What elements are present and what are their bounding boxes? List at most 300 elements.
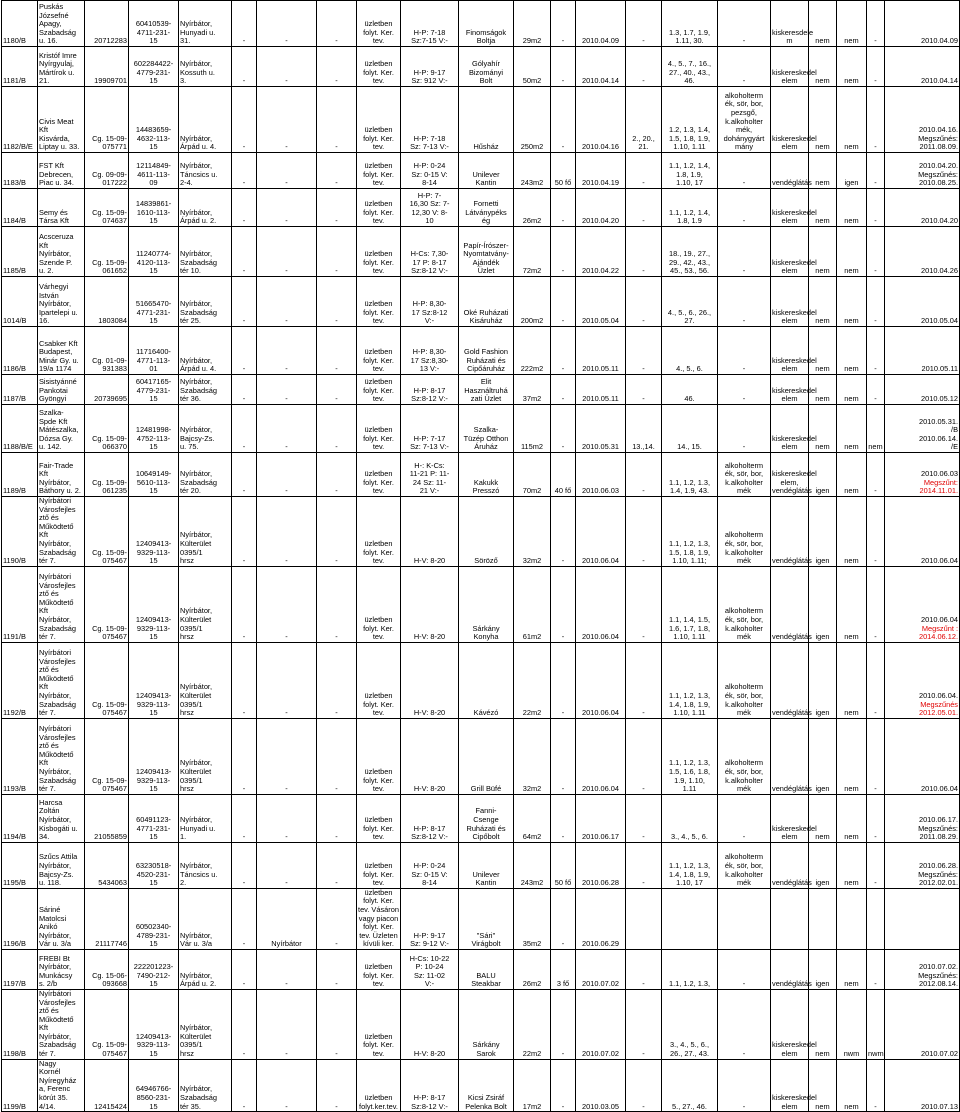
gaming: nem xyxy=(844,979,859,989)
activity-type-cell xyxy=(357,842,401,888)
floor-area-cell xyxy=(514,47,551,87)
col-8-cell xyxy=(317,989,357,1059)
col-21-cell xyxy=(867,405,885,453)
alcohol: igen xyxy=(815,878,830,888)
shop-name-cell xyxy=(459,327,514,375)
gaming: nem xyxy=(844,316,859,326)
trade-form-cell xyxy=(771,497,812,567)
activity-type-cell xyxy=(357,718,401,794)
table-row xyxy=(2,497,960,567)
seats: - xyxy=(561,1049,565,1059)
record-id-cell xyxy=(2,1059,38,1112)
alcohol: nem xyxy=(815,394,830,404)
operator-name: Nyírbátori Városfejles ztő és Működtető Kft Nyírbátor, Szabadság tér 7. xyxy=(39,988,76,1059)
operator-name: Nyírbátori Városfejles ztő és Működtető Kft Nyírbátor, Szabadság tér 7. xyxy=(39,572,76,642)
operator-name-cell xyxy=(38,1059,85,1112)
col-15: - xyxy=(642,364,645,374)
product-codes-cell xyxy=(662,327,718,375)
col-8: - xyxy=(335,1101,338,1111)
table-row xyxy=(2,153,960,189)
special-products: - xyxy=(742,1101,746,1111)
activity-type-cell xyxy=(357,1,401,47)
col-6-cell xyxy=(232,497,257,567)
shop-address: Nyírbátor, Külterület 0395/1 hrsz xyxy=(180,682,213,718)
trade-form: kiskereskedel elem xyxy=(772,207,817,226)
registration-date-cell xyxy=(576,497,626,567)
market-location-cell xyxy=(257,794,317,842)
shop-address: Nyírbátor, Táncsics u. 2-4. xyxy=(180,161,218,188)
opening-hours-cell xyxy=(401,1,459,47)
activity-type: üzletben folyt. Ker. tev. xyxy=(363,766,394,794)
seats-cell xyxy=(551,642,576,718)
alcohol: igen xyxy=(815,486,830,496)
statistical-code: 60410539- 4711-231- 15 xyxy=(135,19,172,46)
registration-date: 2010.06.04 xyxy=(582,784,619,794)
shop-address-cell xyxy=(179,497,232,567)
special-products: - xyxy=(742,979,746,989)
status-date: 2010.04.09 xyxy=(921,36,958,46)
record-id: 1197/B xyxy=(3,979,26,989)
opening-hours: H-V: 8-20 xyxy=(413,1049,446,1059)
col-8: - xyxy=(335,486,338,496)
statistical-code-cell xyxy=(129,1,179,47)
statistical-code: 60502340- 4789-231- 15 xyxy=(135,922,172,949)
col-15: - xyxy=(642,979,645,989)
registration-date: 2010.05.11 xyxy=(582,394,619,404)
statistical-code-cell xyxy=(129,189,179,227)
special-products: - xyxy=(742,316,746,326)
registration-date-cell xyxy=(576,718,626,794)
special-products-cell xyxy=(718,842,771,888)
col-8: - xyxy=(335,556,338,566)
status-date: 2010.04.14 xyxy=(921,76,958,86)
floor-area-cell xyxy=(514,453,551,497)
col-21-cell xyxy=(867,794,885,842)
seats-cell xyxy=(551,327,576,375)
floor-area-cell xyxy=(514,375,551,405)
col-8-cell xyxy=(317,842,357,888)
product-codes-cell xyxy=(662,227,718,277)
gaming: nem xyxy=(844,76,859,86)
registration-number-cell xyxy=(85,794,129,842)
seats: - xyxy=(561,632,565,642)
record-id: 1191/B xyxy=(3,632,26,642)
special-products: alkoholterm ék, sör, bor, k.alkoholter mék xyxy=(724,530,764,566)
trade-form-cell xyxy=(771,277,817,327)
registration-date-cell xyxy=(576,1059,626,1112)
status-date-cell xyxy=(885,87,960,153)
table-row xyxy=(2,842,960,888)
gaming-cell xyxy=(837,227,867,277)
status-date-cell xyxy=(885,888,960,949)
shop-name: Fanni- Csenge Ruházati és Cipőbolt xyxy=(466,806,506,842)
table-row xyxy=(2,989,960,1059)
alcohol: nem xyxy=(815,142,830,152)
seats-cell xyxy=(551,888,576,949)
market-location-cell xyxy=(257,327,317,375)
product-codes-cell xyxy=(662,87,718,153)
registration-date-cell xyxy=(576,375,626,405)
registration-date-cell xyxy=(576,842,626,888)
activity-type-cell xyxy=(357,189,401,227)
seats-cell xyxy=(551,277,576,327)
record-id: 1190/B xyxy=(3,556,26,566)
seats: 50 fő xyxy=(554,878,572,888)
registration-number: 5434063 xyxy=(98,878,127,888)
registration-date: 2010.06.17 xyxy=(582,832,619,842)
registration-number-cell xyxy=(85,375,129,405)
opening-hours: H-P: 8,30- 17 Sz:8-12 V:- xyxy=(411,299,448,326)
product-codes-cell xyxy=(662,497,718,567)
status-date: 2010.05.04 xyxy=(921,316,958,326)
alcohol: igen xyxy=(815,556,830,566)
col-8: - xyxy=(335,979,338,989)
shop-name-cell xyxy=(459,497,514,567)
shop-address-cell xyxy=(179,794,232,842)
special-products-cell xyxy=(718,794,771,842)
col-6: - xyxy=(242,486,246,496)
operator-name-cell xyxy=(38,888,85,949)
record-id-cell xyxy=(2,277,38,327)
col-6-cell xyxy=(232,1059,257,1112)
gaming-cell xyxy=(837,794,867,842)
seats-cell xyxy=(551,566,576,642)
shop-name-cell xyxy=(459,842,514,888)
record-id: 1192/B xyxy=(3,708,26,718)
register-table xyxy=(1,0,960,1112)
registration-number: Cg. 15-09- 061235 xyxy=(92,477,127,496)
col-8-cell xyxy=(317,497,357,567)
registration-number-cell xyxy=(85,642,129,718)
record-id-cell xyxy=(2,794,38,842)
col-8: - xyxy=(335,76,338,86)
floor-area: 222m2 xyxy=(520,364,544,374)
operator-name-cell xyxy=(38,47,85,87)
statistical-code: 12409413- 9329-113- 15 xyxy=(135,538,172,566)
registration-number: Cg. 15-09- 075467 xyxy=(92,699,127,718)
col-6-cell xyxy=(232,189,257,227)
col-8: - xyxy=(335,878,338,888)
gaming-cell xyxy=(837,842,867,888)
col-8: - xyxy=(335,266,338,276)
market-location-cell xyxy=(257,888,317,949)
operator-name: Nyírbátori Városfejles ztő és Működtető Kft Nyírbátor, Szabadság tér 7. xyxy=(39,496,76,566)
special-products-cell xyxy=(718,47,771,87)
market-location-cell xyxy=(257,405,317,453)
activity-type: üzletben folyt. Ker. tev. xyxy=(363,19,394,46)
shop-address: Nyírbátor, Szabadság tér 10. xyxy=(180,249,217,276)
record-id: 1193/B xyxy=(3,784,26,794)
market-location-cell xyxy=(257,375,317,405)
floor-area: 22m2 xyxy=(522,1049,542,1059)
col-15: - xyxy=(642,76,645,86)
record-id-cell xyxy=(2,153,38,189)
floor-area: 26m2 xyxy=(522,216,542,226)
seats: - xyxy=(561,142,565,152)
table-row xyxy=(2,794,960,842)
floor-area: 35m2 xyxy=(522,939,542,949)
opening-hours: H-P: 7- 16,30 Sz: 7- 12,30 V: 8- 10 xyxy=(409,190,450,226)
statistical-code: 63230518- 4520-231- 15 xyxy=(135,860,172,888)
table-row xyxy=(2,405,960,453)
market-location: - xyxy=(285,178,288,188)
registration-number: Cg. 15-09- 075467 xyxy=(92,1040,127,1059)
col-21-cell xyxy=(867,189,885,227)
trade-form: kiskereskedel elem, vendéglátás xyxy=(772,469,817,496)
product-codes: 46. xyxy=(684,394,695,404)
col-21-cell xyxy=(867,227,885,277)
col-8-cell xyxy=(317,888,357,949)
opening-hours-cell xyxy=(401,1059,459,1112)
shop-name-cell xyxy=(459,375,514,405)
product-codes: 18., 19., 27., 29., 42., 43., 45., 53., 56. xyxy=(668,249,711,276)
activity-type: üzletben folyt. Ker. tev. xyxy=(363,347,394,374)
registration-date-cell xyxy=(576,566,626,642)
operator-name: Nyírbátori Városfejles ztő és Működtető Kft Nyírbátor, Szabadság tér 7. xyxy=(39,648,76,718)
col-21: nem xyxy=(868,442,883,452)
col-15: - xyxy=(642,216,645,226)
statistical-code: 51665470- 4771-231- 15 xyxy=(135,299,172,326)
registration-number-cell xyxy=(85,718,129,794)
record-id: 1194/B xyxy=(3,832,26,842)
shop-address: Nyírbátor, Bajcsy-Zs. u. 75. xyxy=(180,425,215,452)
shop-name: Kávézó xyxy=(473,708,499,718)
registration-number-cell xyxy=(85,1059,129,1112)
registration-date: 2010.07.02 xyxy=(582,979,619,989)
registration-number: 20739695 xyxy=(94,394,127,404)
registration-date-cell xyxy=(576,1,626,47)
product-codes-cell xyxy=(662,718,718,794)
trade-form-cell xyxy=(771,153,812,189)
trade-form-cell xyxy=(771,642,812,718)
alcohol-cell xyxy=(809,1059,837,1112)
seats-cell xyxy=(551,1,576,47)
seats: - xyxy=(561,832,565,842)
col-6-cell xyxy=(232,842,257,888)
seats-cell xyxy=(551,405,576,453)
record-id-cell xyxy=(2,497,38,567)
opening-hours-cell xyxy=(401,566,459,642)
record-id-cell xyxy=(2,989,38,1059)
operator-name: Szűcs Attila Nyírbátor, Bajcsy-Zs. u. 118. xyxy=(39,852,78,888)
status-date-cell xyxy=(885,1,960,47)
col-21-cell xyxy=(867,566,885,642)
table-row xyxy=(2,47,960,87)
col-6-cell xyxy=(232,1,257,47)
special-products: - xyxy=(742,216,746,226)
status-date: 2010.06.17. Megszűnés: 2011.08.29. xyxy=(918,814,958,842)
gaming: nem xyxy=(844,364,859,374)
gaming-cell xyxy=(837,497,867,567)
special-products: alkoholterm ék, sör, bor, k.alkoholter mék xyxy=(724,606,764,642)
col-8-cell xyxy=(317,642,357,718)
shop-address-cell xyxy=(179,642,232,718)
floor-area: 64m2 xyxy=(522,832,542,842)
alcohol: nem xyxy=(815,216,830,226)
registration-date-cell xyxy=(576,327,626,375)
activity-type: üzletben folyt. Ker. tev. xyxy=(363,690,394,718)
activity-type: üzletben folyt. Ker. tev. xyxy=(363,962,394,989)
gaming: nem xyxy=(844,142,859,152)
col-6-cell xyxy=(232,949,257,989)
shop-address-cell xyxy=(179,153,232,189)
shop-address-cell xyxy=(179,189,232,227)
seats-cell xyxy=(551,989,576,1059)
col-6: - xyxy=(242,394,246,404)
registration-number: 12415424 xyxy=(94,1101,127,1111)
operator-name: Fair-Trade Kft Nyírbátor, Báthory u. 2. xyxy=(39,460,81,496)
trade-form-cell xyxy=(771,375,817,405)
col-15-cell xyxy=(626,566,662,642)
col-6: - xyxy=(242,316,246,326)
col-6-cell xyxy=(232,718,257,794)
special-products-cell xyxy=(718,87,771,153)
status-date: 2010.07.13 xyxy=(921,1101,958,1111)
registration-number-cell xyxy=(85,47,129,87)
trade-form: kiskereskedel elem xyxy=(772,1093,817,1111)
seats-cell xyxy=(551,227,576,277)
table-row xyxy=(2,277,960,327)
col-15-cell xyxy=(626,642,662,718)
status-date: 2010.07.02. Megszűnés: 2012.08.14. xyxy=(918,962,958,989)
floor-area: 32m2 xyxy=(522,784,542,794)
product-codes-cell xyxy=(662,1,718,47)
special-products: alkoholterm ék, sör, bor, k.alkoholter mék xyxy=(724,758,764,794)
gaming-cell xyxy=(837,949,867,989)
floor-area-cell xyxy=(514,189,551,227)
statistical-code: 64946766- 8560-231- 15 xyxy=(135,1084,172,1111)
shop-address: Nyírbátor, Árpád u. 2. xyxy=(180,970,217,989)
opening-hours-cell xyxy=(401,405,459,453)
trade-form-cell xyxy=(771,189,817,227)
col-21-cell xyxy=(867,1,885,47)
shop-name-cell xyxy=(459,989,514,1059)
statistical-code: 14483659- 4632-113- 15 xyxy=(135,125,172,152)
gaming: nem xyxy=(844,632,859,642)
product-codes-cell xyxy=(662,47,718,87)
col-21-cell xyxy=(867,375,885,405)
shop-name-cell xyxy=(459,888,514,949)
status-date-cell xyxy=(885,642,960,718)
market-location: - xyxy=(285,784,288,794)
gaming-cell xyxy=(837,989,867,1059)
registration-date: 2010.06.04 xyxy=(582,632,619,642)
product-codes: 1.1, 1.2, 1.4, 1.8, 1.9, 1.10, 17 xyxy=(668,161,711,188)
gaming: nem xyxy=(844,878,859,888)
statistical-code-cell xyxy=(129,497,179,567)
col-15-cell xyxy=(626,888,662,949)
floor-area: 26m2 xyxy=(522,979,542,989)
operator-name-cell xyxy=(38,227,85,277)
seats-cell xyxy=(551,949,576,989)
col-15: 2., 20., 21. xyxy=(632,133,655,152)
registration-number-cell xyxy=(85,1,129,47)
special-products: - xyxy=(742,178,746,188)
col-21-cell xyxy=(867,277,885,327)
termination-note: Megszűnt: 2014.11.01. xyxy=(919,477,958,496)
col-8-cell xyxy=(317,1059,357,1112)
operator-name: Nyírbátori Városfejles ztő és Működtető Kft Nyírbátor, Szabadság tér 7. xyxy=(39,724,76,794)
registration-number: Cg. 15-09- 075467 xyxy=(92,775,127,794)
floor-area: 72m2 xyxy=(522,266,542,276)
record-id-cell xyxy=(2,47,38,87)
operator-name-cell xyxy=(38,642,85,718)
col-21-cell xyxy=(867,453,885,497)
activity-type: üzletben folyt. Ker. tev. xyxy=(363,59,394,86)
registration-date: 2010.06.04 xyxy=(582,708,619,718)
col-8-cell xyxy=(317,87,357,153)
special-products: alkoholterm ék, sör, bor, pezsgő, k.alkoholter mék, dohánygyárt mány xyxy=(723,90,765,152)
alcohol-cell xyxy=(809,718,837,794)
statistical-code: 11716400- 4771-113- 01 xyxy=(136,347,171,374)
col-21: - xyxy=(874,394,877,404)
registration-number: 21055859 xyxy=(94,832,127,842)
special-products-cell xyxy=(718,888,771,949)
record-id: 1182/B/E xyxy=(3,142,33,152)
col-21: - xyxy=(874,784,877,794)
col-21-cell xyxy=(867,47,885,87)
shop-address: Nyírbátor, Külterület 0395/1 hrsz xyxy=(180,530,213,566)
registration-number: Cg. 15-09- 075467 xyxy=(92,547,127,566)
record-id: 1195/B xyxy=(3,878,26,888)
seats: - xyxy=(561,556,565,566)
market-location: - xyxy=(285,632,288,642)
floor-area: 243m2 xyxy=(520,178,544,188)
special-products-cell xyxy=(718,718,771,794)
shop-address: Nyírbátor, Szabadság tér 36. xyxy=(180,377,217,404)
product-codes-cell xyxy=(662,153,718,189)
opening-hours-cell xyxy=(401,453,459,497)
activity-type-cell xyxy=(357,888,401,949)
trade-form-cell xyxy=(771,327,817,375)
registration-date-cell xyxy=(576,888,626,949)
floor-area: 200m2 xyxy=(520,316,544,326)
shop-name-cell xyxy=(459,189,514,227)
trade-form-cell xyxy=(771,989,817,1059)
registration-number: Cg. 09-09- 017222 xyxy=(92,169,127,188)
statistical-code: 11240774- 4120-113- 15 xyxy=(136,249,171,276)
floor-area: 115m2 xyxy=(520,442,544,452)
registration-number: Cg. 15-09- 066370 xyxy=(92,433,127,452)
shop-address: Nyírbátor, Kossuth u. 3. xyxy=(180,59,215,86)
registration-number-cell xyxy=(85,888,129,949)
opening-hours-cell xyxy=(401,327,459,375)
record-id-cell xyxy=(2,453,38,497)
col-8: - xyxy=(335,939,338,949)
alcohol-cell xyxy=(809,405,837,453)
col-15: - xyxy=(642,316,645,326)
shop-address: Nyírbátor, Külterület 0395/1 hrsz xyxy=(180,1023,213,1059)
alcohol-cell xyxy=(809,842,837,888)
market-location: - xyxy=(285,556,288,566)
floor-area-cell xyxy=(514,842,551,888)
operator-name: Kristóf Imre Nyírgyulaj, Mártírok u. 21. xyxy=(39,50,77,86)
registration-date-cell xyxy=(576,47,626,87)
market-location: - xyxy=(285,394,288,404)
col-8-cell xyxy=(317,794,357,842)
special-products: - xyxy=(742,266,746,276)
record-id-cell xyxy=(2,327,38,375)
statistical-code-cell xyxy=(129,405,179,453)
market-location-cell xyxy=(257,642,317,718)
activity-type: üzletben folyt. Ker. tev. xyxy=(363,1031,394,1059)
registration-date: 2010.03.05 xyxy=(582,1101,619,1111)
col-15: - xyxy=(642,486,645,496)
shop-address-cell xyxy=(179,375,232,405)
product-codes: 1.1, 1.2, 1.3, 1.5, 1.8, 1.9, 1.10, 1.11; xyxy=(668,538,711,566)
operator-name-cell xyxy=(38,1,85,47)
col-8: - xyxy=(335,708,338,718)
